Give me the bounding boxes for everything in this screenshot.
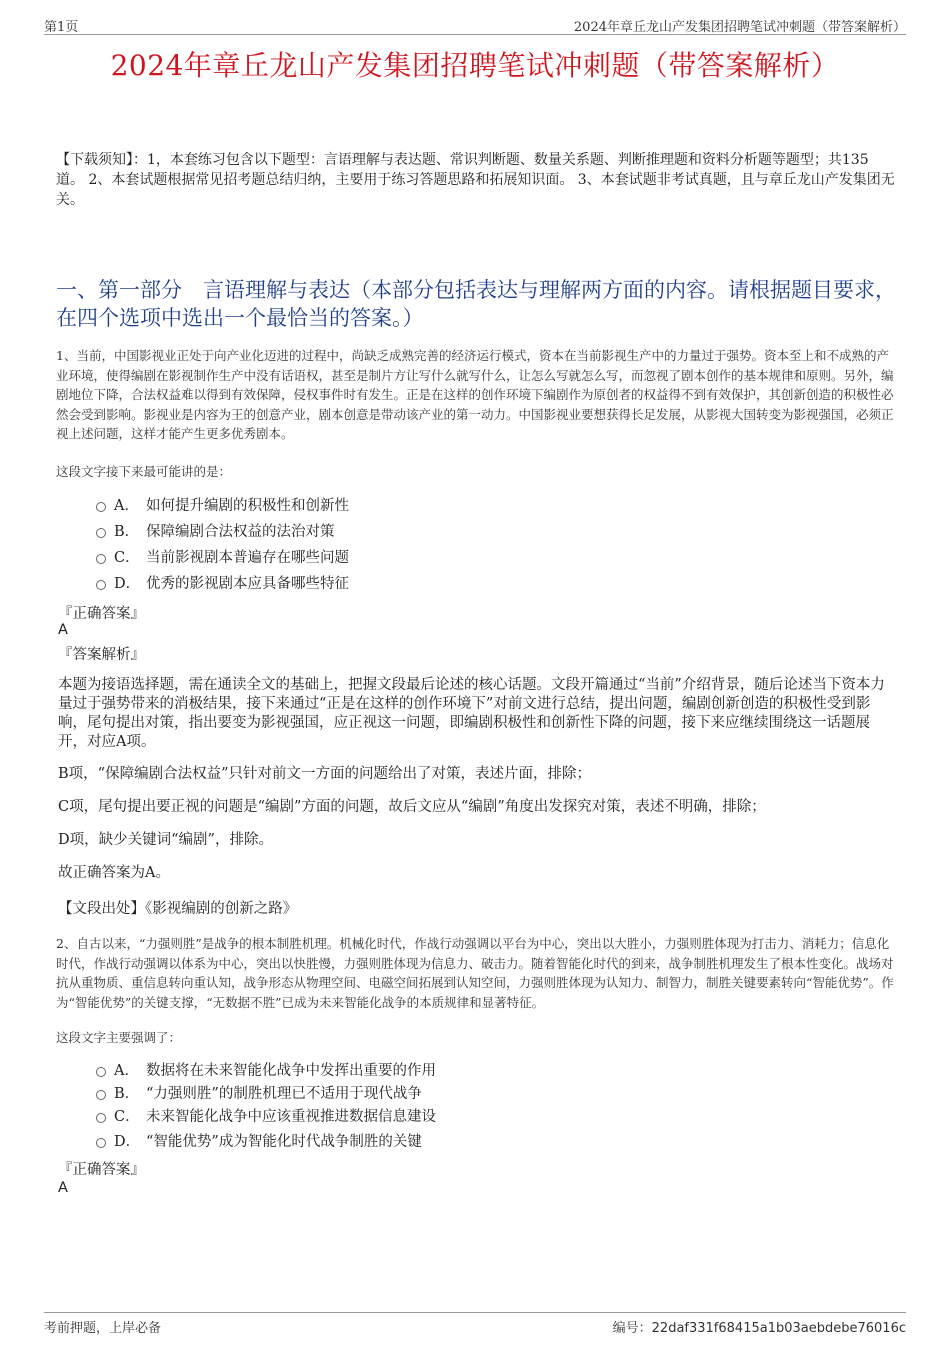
footer-code <box>613 1317 906 1336</box>
radio-icon[interactable] <box>96 1113 106 1123</box>
question-1-source: 【文段出处】《影视编剧的创新之路》 <box>58 901 298 917</box>
question-2-prompt: 这段文字主要强调了： <box>56 1030 182 1045</box>
footer-code-value: 22daf331f68415a1b03aebdebe76016c <box>651 1321 906 1336</box>
radio-icon[interactable] <box>96 554 106 564</box>
question-1-options <box>96 493 696 597</box>
question-1-prompt: 这段文字接下来最可能讲的是： <box>56 464 232 479</box>
question-1-analysis-para: B项，“保障编剧合法权益”只针对前文一方面的问题给出了对策，表述片面，排除； <box>58 766 591 782</box>
question-1-analysis-para: 故正确答案为A。 <box>58 865 170 881</box>
question-1-analysis-para: 本题为接语选择题，需在通读全文的基础上，把握文段最后论述的核心话题。文段开篇通过“当前”介绍背景，随后论述当下资本力量过于强势带来的消极结果，接下来通过“正是在这样的创作环境下”对前文进行总结，提出问题，编剧创新创造的积极性受到影响，尾句提出对策，指出要变为影视强国，应正视这一问题，即编剧积极性和创新性下降的问题，接下来应继续围绕这一话题展开，对应A项。 <box>58 677 885 750</box>
question-2-text: 2、自古以来，“力强则胜”是战争的根本制胜机理。机械化时代，作战行动强调以平台为中心，突出以大胜小，力强则胜体现为打击力、消耗力；信息化时代，作战行动强调以体系为中心，突出以快胜慢，力强则胜体现为信息力、破击力。随着智能化时代的到来，战争制胜机理发生了根本性变化。战场对抗从重物质、重信息转向重认知，战争形态从物理空间、电磁空间拓展到认知空间，力强则胜体现为认知力、制智力，制胜关键要素转向“智能优势”。作为“智能优势”的关键支撑，“无数据不胜”已成为未来智能化战争的本质规律和显著特征。 <box>56 936 894 1010</box>
page-header <box>44 14 906 35</box>
question-1-option-c[interactable]: C． 当前影视剧本普遍存在哪些问题 <box>96 545 696 571</box>
question-2-answer-label: 『正确答案』 <box>58 1162 145 1178</box>
question-1-text: 1、当前，中国影视业正处于向产业化迈进的过程中，尚缺乏成熟完善的经济运行模式，资本在当前影视生产中的力量过于强势。资本至上和不成熟的产业环境，使得编剧在影视制作生产中没有话语权，甚至是制片方让写什么就写什么，让怎么写就怎么写，而忽视了剧本创作的基本规律和原则。另外，编剧地位下降，合法权益难以得到有效保障，侵权事件时有发生。正是在这样的创作环境下编剧作为原创者的权益得不到有效保护，其创新创造的积极性必然会受到影响。影视业是内容为王的创意产业，剧本创意是带动该产业的第一动力。中国影视业要想获得长足发展，从影视大国转变为影视强国，必须正视上述问题，这样才能产生更多优秀剧本。 <box>56 348 894 441</box>
radio-icon[interactable] <box>96 502 106 512</box>
question-2-answer: A <box>58 1180 68 1196</box>
question-2-options <box>96 1059 696 1155</box>
question-2-option-a[interactable]: A． 数据将在未来智能化战争中发挥出重要的作用 <box>96 1059 696 1083</box>
radio-icon[interactable] <box>96 528 106 538</box>
page-footer <box>44 1312 906 1335</box>
page-number: 第1页 <box>44 20 79 35</box>
question-1-option-a[interactable]: A． 如何提升编剧的积极性和创新性 <box>96 493 696 519</box>
question-1-option-d[interactable]: D． 优秀的影视剧本应具备哪些特征 <box>96 571 696 597</box>
question-1-analysis-para: C项，尾句提出要正视的问题是“编剧”方面的问题，故后文应从“编剧”角度出发探究对策，表述不明确，排除； <box>58 799 766 815</box>
radio-icon[interactable] <box>96 1090 106 1100</box>
question-2-option-c[interactable]: C． 未来智能化战争中应该重视推进数据信息建设 <box>96 1105 696 1129</box>
question-1-analysis-label: 『答案解析』 <box>58 647 145 663</box>
footer-slogan: 考前押题，上岸必备 <box>44 1321 162 1336</box>
radio-icon[interactable] <box>96 1067 106 1077</box>
download-notice: 【下载须知】：1，本套练习包含以下题型：言语理解与表达题、常识判断题、数量关系题、判断推理题和资料分析题等题型；共135道。 2、本套试题根据常见招考题总结归纳，主要用于练习答题思路和拓展知识面。 3、本套试题非考试真题，且与章丘龙山产发集团无关。 <box>56 152 895 208</box>
question-1-answer: A <box>58 622 68 638</box>
question-1-answer-label: 『正确答案』 <box>58 606 145 622</box>
document-title: 2024年章丘龙山产发集团招聘笔试冲刺题（带答案解析） <box>110 49 840 82</box>
radio-icon[interactable] <box>96 580 106 590</box>
section-heading: 一、第一部分 言语理解与表达（本部分包括表达与理解两方面的内容。请根据题目要求，在四个选项中选出一个最恰当的答案。） <box>56 278 896 330</box>
question-1-analysis-para: D项，缺少关键词“编剧”，排除。 <box>58 832 273 848</box>
question-2-option-b[interactable]: B． “力强则胜”的制胜机理已不适用于现代战争 <box>96 1083 696 1105</box>
question-1-option-b[interactable]: B． 保障编剧合法权益的法治对策 <box>96 519 696 545</box>
question-2-option-d[interactable]: D． “智能优势”成为智能化时代战争制胜的关键 <box>96 1129 696 1155</box>
footer-code-label: 编号： <box>612 1321 652 1336</box>
radio-icon[interactable] <box>96 1138 106 1148</box>
header-doc-title: 2024年章丘龙山产发集团招聘笔试冲刺题（带答案解析） <box>573 20 906 35</box>
